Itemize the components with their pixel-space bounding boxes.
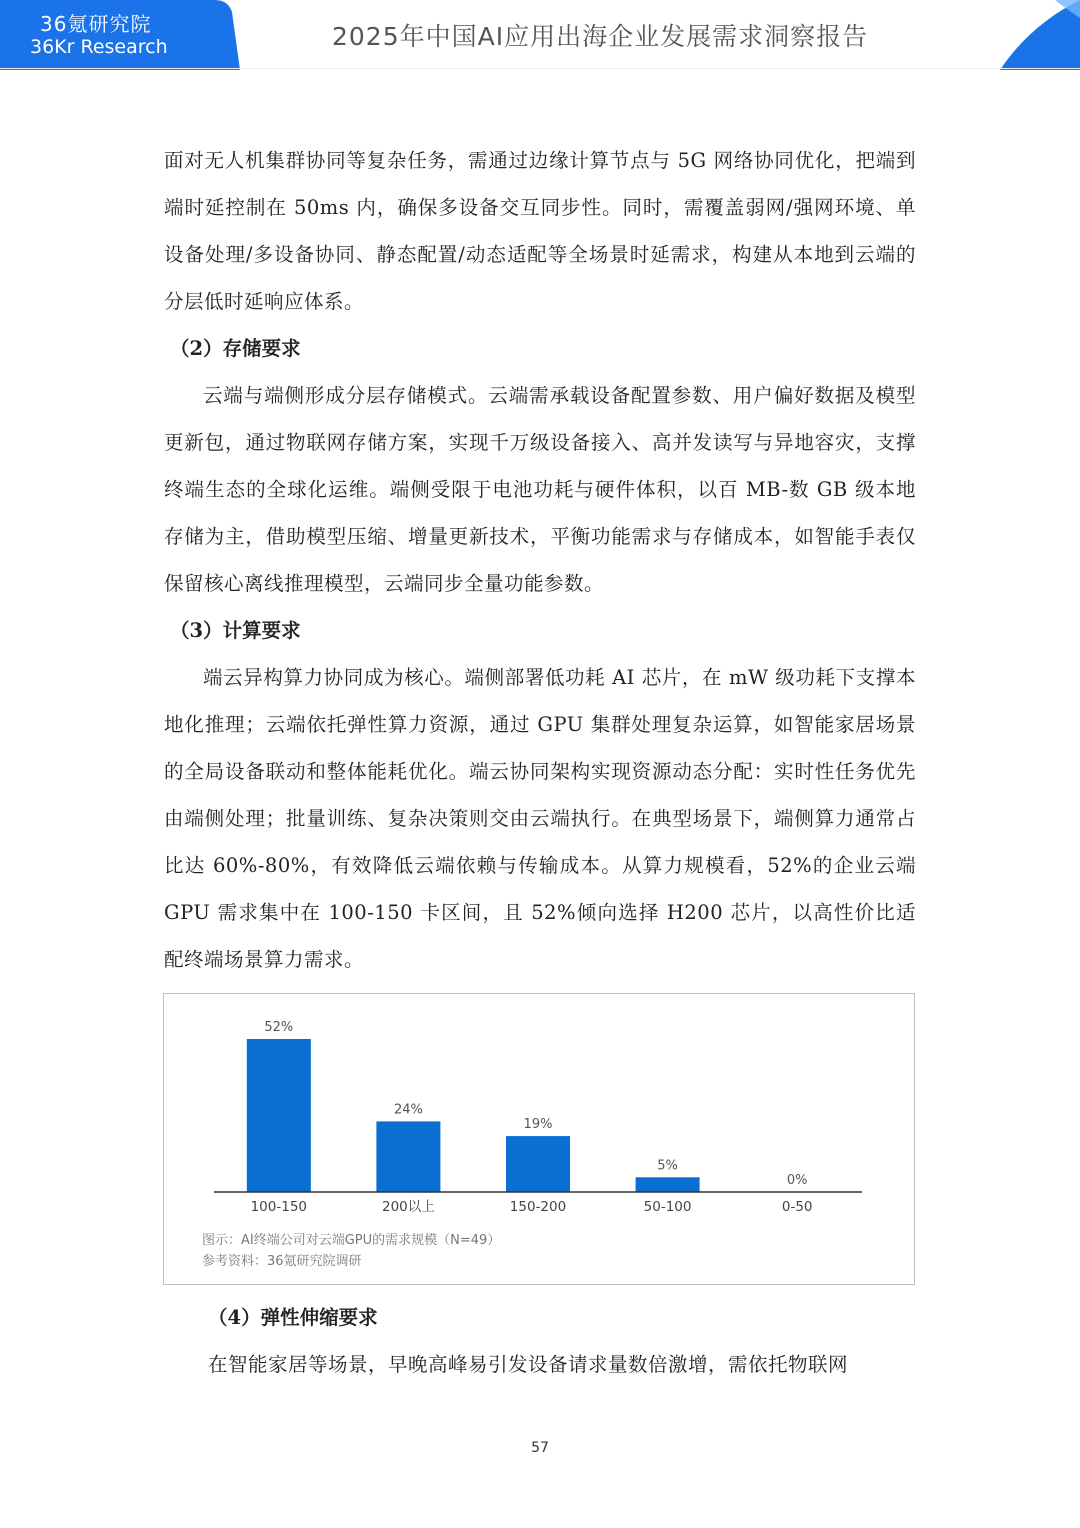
gpu-demand-figure — [163, 993, 915, 1285]
category-label-1: 200以上 — [382, 1199, 435, 1215]
bar-3 — [636, 1177, 700, 1192]
bar-2 — [506, 1136, 570, 1192]
logo-chinese: 36氪研究院 — [40, 12, 152, 36]
paragraph-compute: 端云异构算力协同成为核心。端侧部署低功耗 AI 芯片，在 mW 级功耗下支撑本地化推理；云端依托弹性算力资源，通过 GPU 集群处理复杂运算，如智能家居场景的全局设备联动和整体能耗优化。端云协同架构实现资源动态分配：实时性任务优先由端侧处理；批量训练、复杂决策则交由云端执行。在典型场景下，端侧算力通常占比达 60%-80%，有效降低云端依赖与传输成本。从算力规模看，52%的企业云端 GPU 需求集中在 100-150 卡区间，且 52%倾向选择 H200 芯片，以高性价比适配终端场景算力需求。 — [164, 666, 916, 971]
corner-decoration-shape — [1000, 0, 1080, 70]
page-header — [0, 0, 1080, 70]
category-label-4: 0-50 — [781, 1199, 813, 1215]
bar-value-label-4: 0% — [786, 1173, 808, 1188]
category-label-3: 50-100 — [643, 1199, 692, 1215]
bar-value-label-2: 19% — [523, 1117, 553, 1133]
paragraph-storage: 云端与端侧形成分层存储模式。云端需承载设备配置参数、用户偏好数据及模型更新包，通过物联网存储方案，实现千万级设备接入、高并发读写与异地容灾，支撑终端生态的全球化运维。端侧受限于电池功耗与硬件体积，以百 MB-数 GB 级本地存储为主，借助模型压缩、增量更新技术，平衡功能需求与存储成本，如智能手表仅保留核心离线推理模型，云端同步全量功能参数。 — [164, 384, 916, 595]
heading-elastic-scaling: （4）弹性伸缩要求 — [208, 1306, 378, 1329]
body-content — [164, 137, 916, 983]
report-title: 2025年中国AI应用出海企业发展需求洞察报告 — [332, 22, 869, 51]
logo-english: 36Kr Research — [30, 36, 168, 58]
paragraph-elastic-scaling: 在智能家居等场景，早晚高峰易引发设备请求量数倍激增，需依托物联网 — [208, 1353, 849, 1376]
header-divider — [0, 68, 1080, 69]
figure-caption: 图示：AI终端公司对云端GPU的需求规模（N=49） — [202, 1233, 501, 1248]
bar-0 — [247, 1039, 311, 1192]
bar-value-label-3: 5% — [657, 1158, 678, 1174]
figure-source: 参考资料：36氪研究院调研 — [202, 1254, 362, 1269]
heading-storage: （2）存储要求 — [170, 337, 301, 360]
bar-1 — [376, 1121, 440, 1192]
bar-value-label-1: 24% — [393, 1102, 423, 1118]
paragraph-latency: 面对无人机集群协同等复杂任务，需通过边缘计算节点与 5G 网络协同优化，把端到端时延控制在 50ms 内，确保多设备交互同步性。同时，需覆盖弱网/强网环境、单设备处理/多设备协同、静态配置/动态适配等全场景时延需求，构建从本地到云端的分层低时延响应体系。 — [164, 149, 916, 313]
page-number: 57 — [531, 1440, 549, 1456]
heading-compute: （3）计算要求 — [170, 619, 301, 642]
gpu-demand-bar-chart — [164, 994, 916, 1224]
category-label-0: 100-150 — [250, 1199, 308, 1215]
bar-value-label-0: 52% — [264, 1020, 294, 1035]
category-label-2: 150-200 — [509, 1199, 567, 1215]
